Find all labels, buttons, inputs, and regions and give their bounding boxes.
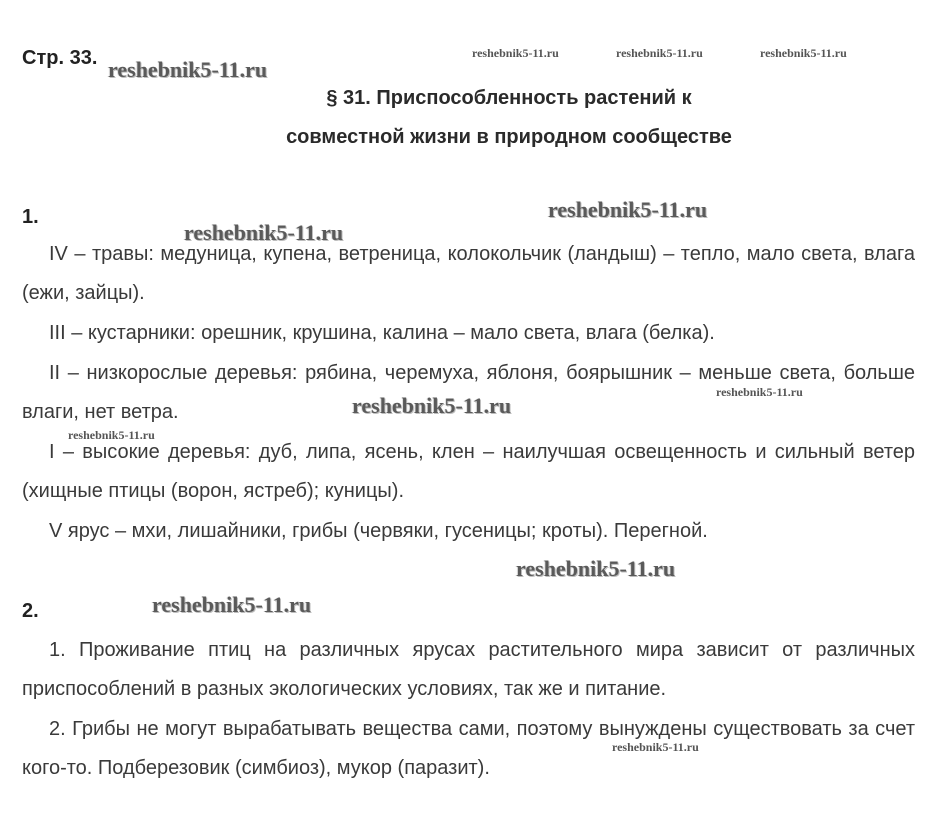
watermark: reshebnik5-11.ru xyxy=(760,46,847,60)
task-2-number: 2. xyxy=(22,600,39,622)
task-1-paragraph-1: IV – травы: медуница, купена, ветреница, колокольчик (ландыш) – тепло, мало света, влага (ежи, зайцы). xyxy=(22,243,915,304)
watermark: reshebnik5-11.ru xyxy=(516,556,676,581)
watermark: reshebnik5-11.ru xyxy=(108,57,268,82)
watermark: reshebnik5-11.ru xyxy=(152,592,312,617)
task-1-paragraph-5: V ярус – мхи, лишайники, грибы (червяки, гусеницы; кроты). Перегной. xyxy=(49,520,708,542)
section-title-line-1: § 31. Приспособленность растений к xyxy=(326,87,692,109)
task-1-paragraph-2: III – кустарники: орешник, крушина, калина – мало света, влага (белка). xyxy=(49,322,715,344)
task-2-paragraph-2: 2. Грибы не могут вырабатывать вещества сами, поэтому вынуждены существовать за счет кого-то. Подберезовик (симбиоз), мукор (паразит). xyxy=(22,718,915,779)
watermark: reshebnik5-11.ru xyxy=(716,385,803,399)
section-title-line-2: совместной жизни в природном сообществе xyxy=(286,126,732,148)
watermark: reshebnik5-11.ru xyxy=(616,46,703,60)
task-1-paragraph-3: II – низкорослые деревья: рябина, черемуха, яблоня, боярышник – меньше света, больше влаги, нет ветра. xyxy=(22,362,915,423)
watermark: reshebnik5-11.ru xyxy=(184,220,344,245)
watermark: reshebnik5-11.ru xyxy=(612,740,699,754)
watermark: reshebnik5-11.ru xyxy=(472,46,559,60)
watermark: reshebnik5-11.ru xyxy=(548,197,708,222)
page-reference: Стр. 33. xyxy=(22,47,98,69)
task-1-number: 1. xyxy=(22,206,39,228)
watermark: reshebnik5-11.ru xyxy=(68,428,155,442)
watermark: reshebnik5-11.ru xyxy=(352,393,512,418)
task-2-paragraph-1: 1. Проживание птиц на различных ярусах растительного мира зависит от различных приспособлений в разных экологических условиях, так же и питание. xyxy=(22,639,915,700)
task-1-paragraph-4: I – высокие деревья: дуб, липа, ясень, клен – наилучшая освещенность и сильный ветер (хищные птицы (ворон, ястреб); куницы). xyxy=(22,441,915,502)
